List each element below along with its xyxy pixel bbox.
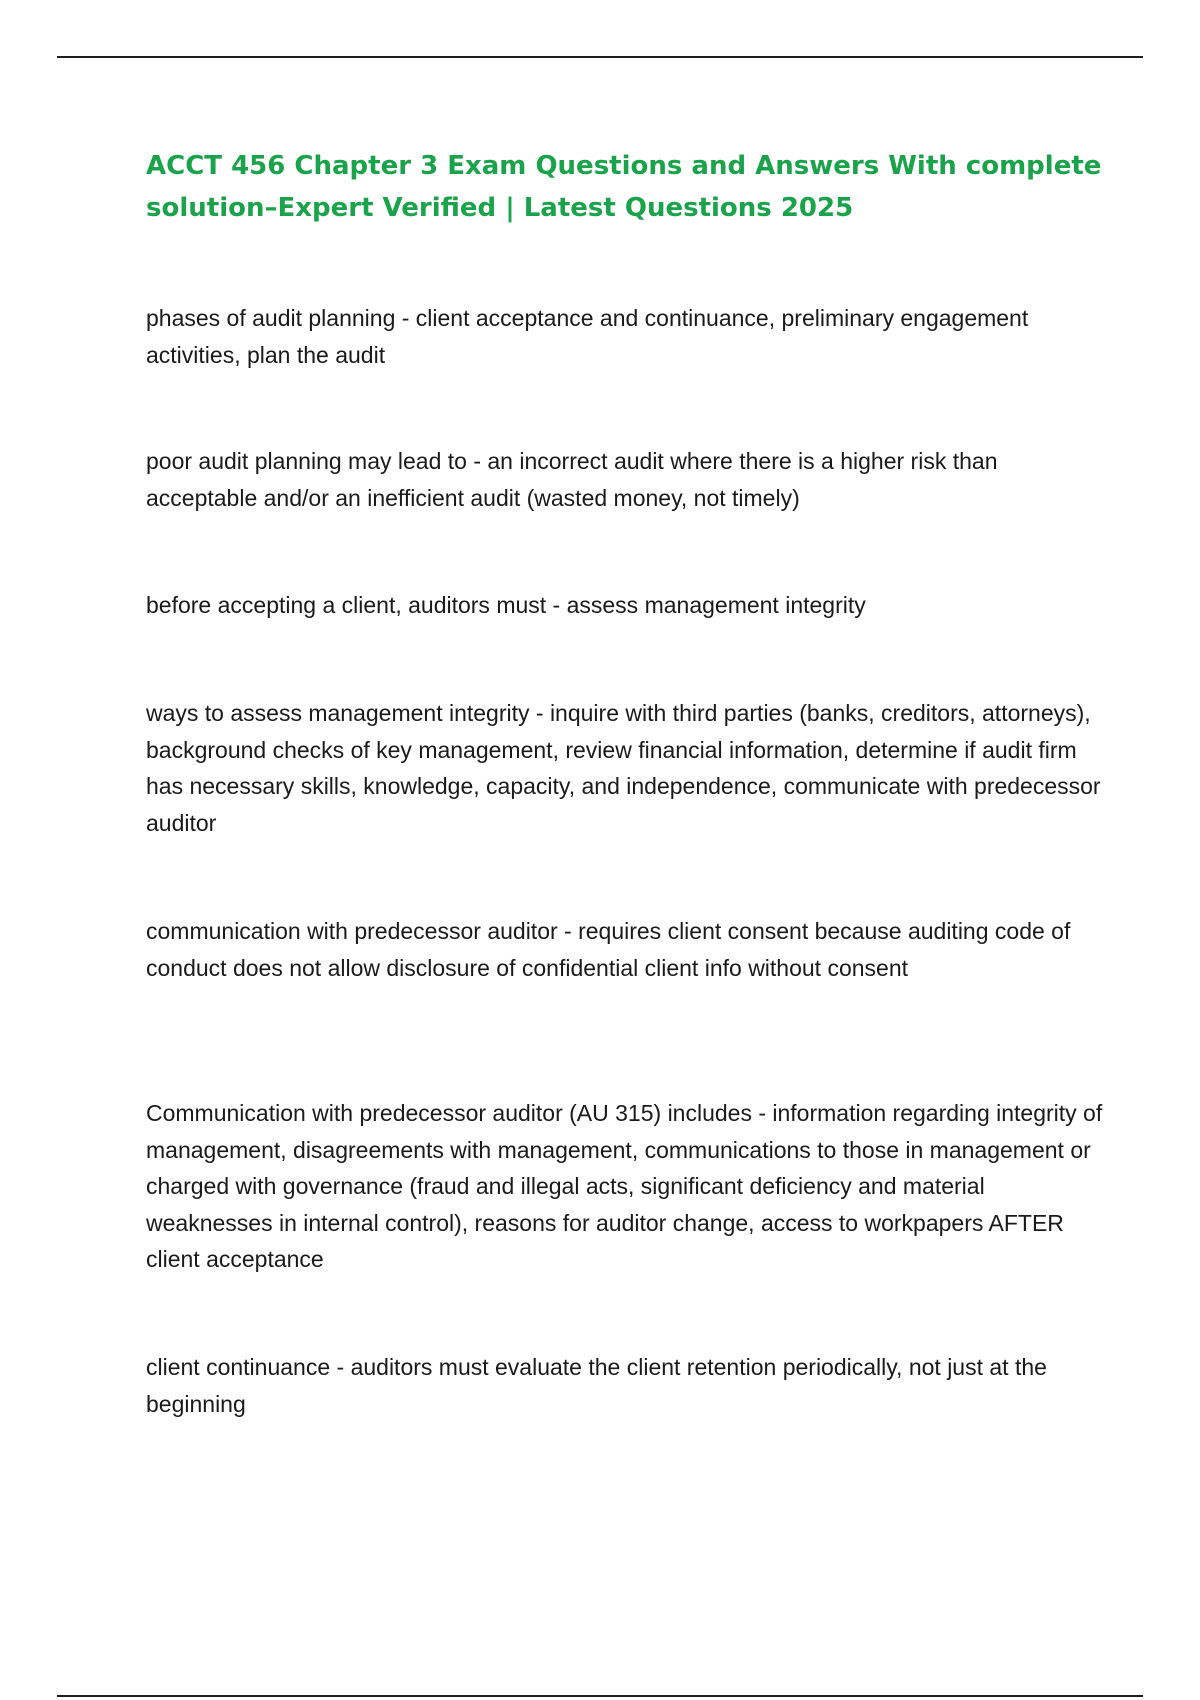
qa-entry-client-continuance: client continuance - auditors must evaluate the client retention periodically, not just at the beginning bbox=[146, 1354, 1047, 1417]
qa-entry-before-accepting-client: before accepting a client, auditors must - assess management integrity bbox=[146, 592, 866, 618]
qa-entry-phases-of-audit-planning: phases of audit planning - client acceptance and continuance, preliminary engagement activities, plan the audit bbox=[146, 305, 1029, 368]
qa-entry-poor-audit-planning: poor audit planning may lead to - an incorrect audit where there is a higher risk than acceptable and/or an inefficient audit (wasted money, not timely) bbox=[146, 448, 998, 511]
document-title: ACCT 456 Chapter 3 Exam Questions and Answers With complete solution–Expert Verified | Latest Questions 2025 bbox=[146, 151, 1102, 223]
qa-entry-assess-management-integrity: ways to assess management integrity - inquire with third parties (banks, creditors, attorneys), background checks of key management, review financial information, determine if audit firm has necessary skills, knowledge, capacity, and independence, communicate with predecessor auditor bbox=[146, 700, 1101, 836]
top-rule bbox=[57, 56, 1143, 58]
qa-entry-predecessor-communication: communication with predecessor auditor - requires client consent because auditing code of conduct does not allow disclosure of confidential client info without consent bbox=[146, 918, 1071, 981]
qa-entry-predecessor-au315: Communication with predecessor auditor (AU 315) includes - information regarding integrity of management, disagreements with management, communications to those in management or charged with governance (fraud and illegal acts, significant deficiency and material weaknesses in internal control), reasons for auditor change, access to workpapers AFTER client acceptance bbox=[146, 1100, 1103, 1272]
bottom-rule bbox=[57, 1695, 1143, 1697]
